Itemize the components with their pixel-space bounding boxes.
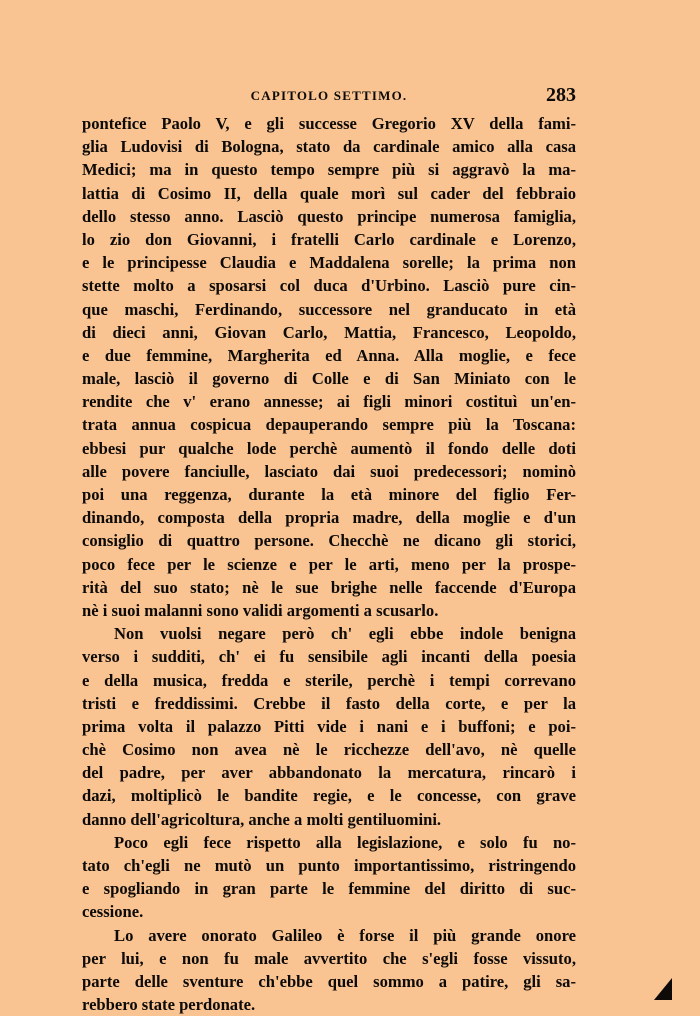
text-line: pontefice Paolo V, e gli successe Gregorio XV della fami- <box>82 114 576 133</box>
text-line: que maschi, Ferdinando, successore nel granducato in età <box>82 299 576 319</box>
page-corner-mark <box>654 978 672 1000</box>
text-line: cessione. <box>82 902 144 922</box>
text-line: dello stesso anno. Lasciò questo principe numerosa famiglia, <box>82 206 576 226</box>
text-line: rità del suo stato; nè le sue brighe nelle faccende d'Europa <box>82 577 576 597</box>
text-line: poi una reggenza, durante la età minore del figlio Fer- <box>82 485 576 504</box>
paragraph <box>82 112 576 622</box>
text-line: tristi e freddissimi. Crebbe il fasto della corte, e per la <box>82 693 576 713</box>
text-line: nè i suoi malanni sono validi argomenti a scusarlo. <box>82 600 439 620</box>
running-head: CAPITOLO SETTIMO. <box>250 88 408 103</box>
paragraph <box>82 831 576 924</box>
text-line: glia Ludovisi di Bologna, stato da cardinale amico alla casa <box>82 137 576 157</box>
text-line: parte delle sventure ch'ebbe quel sommo a patire, gli sa- <box>82 971 576 991</box>
text-line: di dieci anni, Giovan Carlo, Mattia, Francesco, Leopoldo, <box>82 322 576 342</box>
page-header <box>82 84 576 108</box>
text-line: Medici; ma in questo tempo sempre più si aggravò la ma- <box>82 160 576 180</box>
text-line: e le principesse Claudia e Maddalena sorelle; la prima non <box>82 253 576 273</box>
body-text <box>82 112 576 1016</box>
paragraph <box>82 622 576 831</box>
text-line: stette molto a sposarsi col duca d'Urbino. Lasciò pure cin- <box>82 276 576 296</box>
text-line: chè Cosimo non avea nè le ricchezze dell'avo, nè quelle <box>82 740 576 760</box>
text-line: poco fece per le scienze e per le arti, meno per la prospe- <box>82 554 576 574</box>
text-line: e due femmine, Margherita ed Anna. Alla moglie, e fece <box>82 345 576 365</box>
text-line: male, lasciò il governo di Colle e di San Miniato con le <box>82 369 576 389</box>
text-line: verso i sudditi, ch' ei fu sensibile agli incanti della poesia <box>82 647 576 667</box>
text-line: per lui, e non fu male avvertito che s'egli fosse vissuto, <box>82 948 576 968</box>
text-line: Lo avere onorato Galileo è forse il più grande onore <box>114 925 576 945</box>
text-line: dinando, composta della propria madre, della moglie e d'un <box>82 508 576 528</box>
paragraph <box>82 924 576 1016</box>
text-line: tato ch'egli ne mutò un punto importantissimo, ristringendo <box>82 856 576 875</box>
text-line: Poco egli fece rispetto alla legislazione, e solo fu no- <box>114 832 576 852</box>
text-line: Non vuolsi negare però ch' egli ebbe indole benigna <box>114 624 576 644</box>
text-line: prima volta il palazzo Pitti vide i nani e i buffoni; e poi- <box>82 716 576 736</box>
text-line: lo zio don Giovanni, i fratelli Carlo cardinale e Lorenzo, <box>82 229 576 249</box>
text-line: alle povere fanciulle, lasciato dai suoi predecessori; nominò <box>82 461 576 481</box>
text-line: e della musica, fredda e sterile, perchè i tempi correvano <box>82 670 576 690</box>
text-line: e spogliando in gran parte le femmine del diritto di suc- <box>82 879 576 899</box>
text-line: rebbero state perdonate. <box>82 995 256 1015</box>
text-line: dazi, moltiplicò le bandite regie, e le concesse, con grave <box>82 786 576 806</box>
text-line: danno dell'agricoltura, anche a molti gentiluomini. <box>82 809 442 829</box>
text-line: rendite che v' erano annesse; ai figli minori costituì un'en- <box>82 392 576 412</box>
text-line: lattia di Cosimo II, della quale morì sul cader del febbraio <box>82 183 576 203</box>
text-line: consiglio di quattro persone. Checchè ne dicano gli storici, <box>82 531 576 551</box>
text-line: trata annua cospicua depauperando sempre più la Toscana: <box>82 415 576 435</box>
text-line: del padre, per aver abbandonato la mercatura, rincarò i <box>82 763 576 783</box>
text-line: ebbesi pur qualche lode perchè aumentò il fondo delle doti <box>82 438 576 458</box>
page-number: 283 <box>546 84 576 106</box>
